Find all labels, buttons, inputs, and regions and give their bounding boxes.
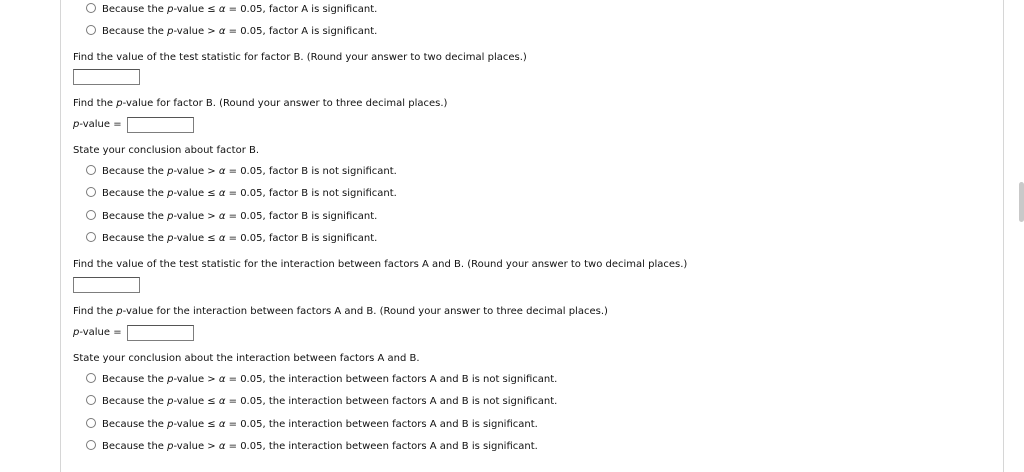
option-text: -value ≤ [173,233,219,244]
factor-b-option-2[interactable] [86,187,397,200]
option-text: -value > [173,166,219,177]
p-symbol: p [167,374,174,385]
interaction-option-4[interactable] [86,440,538,453]
alpha-symbol: α [218,396,226,407]
option-text: = 0.05, factor B is significant. [225,233,378,244]
pvalue-ab-label [73,326,122,339]
option-text: Because the [102,188,168,199]
option-text: = 0.05, factor B is not significant. [225,166,397,177]
question-stat-ab: Find the value of the test statistic for the interaction between factors A and B. (Round your answer to two decimal places.) [73,259,688,270]
option-text: Because the [102,211,168,222]
option-text: = 0.05, factor A is significant. [225,26,378,37]
alpha-symbol: α [218,374,226,385]
option-text: = 0.05, the interaction between factors A and B is significant. [225,419,538,430]
option-text: Because the [102,233,168,244]
radio-button[interactable] [86,232,96,242]
option-text: -value ≤ [173,4,219,15]
p-symbol: p [167,188,174,199]
interaction-option-2[interactable] [86,395,557,408]
interaction-option-1[interactable] [86,373,557,386]
option-text: -value ≤ [173,188,219,199]
question-text: -value for the interaction between factors A and B. (Round your answer to three decimal places.) [122,306,608,317]
radio-button[interactable] [86,25,96,35]
option-text: -value > [173,374,219,385]
p-symbol: p [167,441,174,452]
p-symbol: p [167,396,174,407]
factor-a-option-3[interactable] [86,3,377,16]
p-symbol: p [167,419,174,430]
alpha-symbol: α [218,4,226,15]
factor-b-option-4[interactable] [86,232,377,245]
p-symbol: p [167,4,174,15]
p-symbol: p [167,166,174,177]
interaction-option-3[interactable] [86,418,538,431]
alpha-symbol: α [218,211,226,222]
stat-b-input[interactable] [73,69,140,85]
radio-button[interactable] [86,210,96,220]
factor-b-option-1[interactable] [86,165,397,178]
pvalue-b-label [73,118,122,131]
option-text: Because the [102,166,168,177]
alpha-symbol: α [218,419,226,430]
factor-b-option-3[interactable] [86,210,377,223]
question-conclusion-b: State your conclusion about factor B. [73,145,260,156]
radio-button[interactable] [86,187,96,197]
option-text: Because the [102,419,168,430]
radio-button[interactable] [86,440,96,450]
option-text: Because the [102,441,168,452]
radio-button[interactable] [86,165,96,175]
label-text: -value = [79,119,122,130]
question-text: Find the [73,98,117,109]
option-text: -value ≤ [173,396,219,407]
stat-ab-input[interactable] [73,277,140,293]
option-text: -value ≤ [173,419,219,430]
option-text: = 0.05, factor B is not significant. [225,188,397,199]
p-symbol: p [116,98,123,109]
question-pvalue-b [73,97,447,110]
option-text: = 0.05, the interaction between factors A and B is not significant. [225,374,558,385]
question-pvalue-ab [73,305,608,318]
p-symbol: p [73,327,80,338]
option-text: = 0.05, the interaction between factors A and B is not significant. [225,396,558,407]
radio-button[interactable] [86,3,96,13]
option-text: = 0.05, factor A is significant. [225,4,378,15]
alpha-symbol: α [218,166,226,177]
alpha-symbol: α [218,188,226,199]
radio-button[interactable] [86,373,96,383]
question-stat-b: Find the value of the test statistic for factor B. (Round your answer to two decimal places.) [73,52,527,63]
alpha-symbol: α [218,233,226,244]
radio-button[interactable] [86,418,96,428]
factor-a-option-4[interactable] [86,25,377,38]
p-symbol: p [167,26,174,37]
question-text: Find the [73,306,117,317]
option-text: Because the [102,374,168,385]
option-text: Because the [102,4,168,15]
option-text: -value > [173,441,219,452]
label-text: -value = [79,327,122,338]
option-text: -value > [173,211,219,222]
question-text: -value for factor B. (Round your answer to three decimal places.) [122,98,448,109]
scrollbar-thumb[interactable] [1019,182,1024,222]
p-symbol: p [167,233,174,244]
p-symbol: p [116,306,123,317]
option-text: Because the [102,26,168,37]
p-symbol: p [73,119,80,130]
pvalue-b-input[interactable] [127,117,194,133]
pvalue-ab-input[interactable] [127,325,194,341]
p-symbol: p [167,211,174,222]
alpha-symbol: α [218,441,226,452]
option-text: = 0.05, the interaction between factors A and B is significant. [225,441,538,452]
question-conclusion-ab: State your conclusion about the interaction between factors A and B. [73,353,420,364]
option-text: Because the [102,396,168,407]
option-text: -value > [173,26,219,37]
alpha-symbol: α [218,26,226,37]
radio-button[interactable] [86,395,96,405]
option-text: = 0.05, factor B is significant. [225,211,378,222]
